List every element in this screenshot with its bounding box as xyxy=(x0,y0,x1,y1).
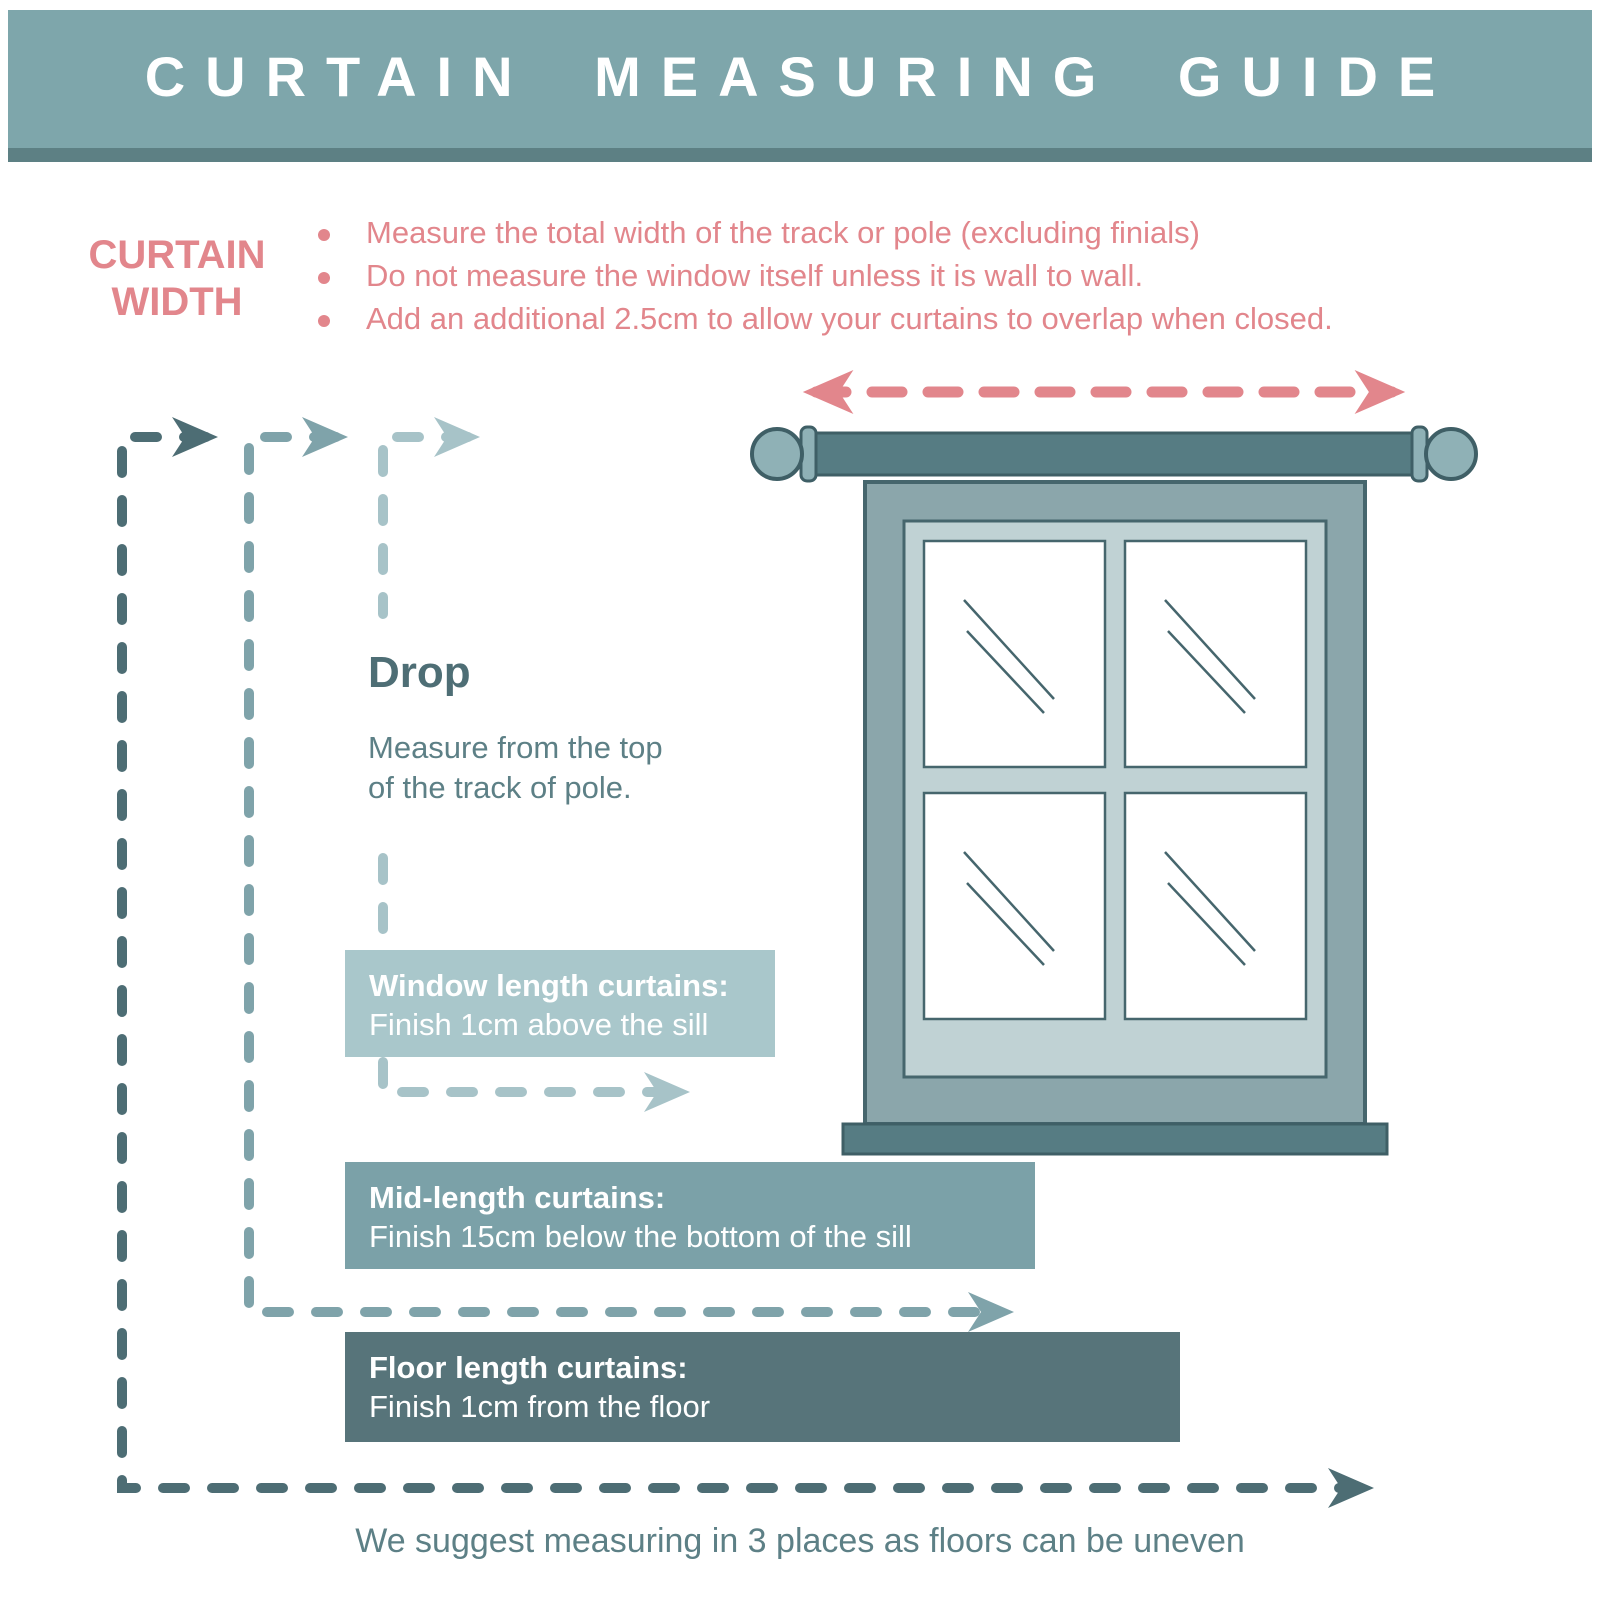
page-title: CURTAIN MEASURING GUIDE xyxy=(144,45,1456,108)
window-length-title: Window length curtains: xyxy=(369,968,729,1003)
floor-length-subtitle: Finish 1cm from the floor xyxy=(369,1389,711,1424)
drop-body-line1: Measure from the top xyxy=(368,730,663,765)
bullet-text: Add an additional 2.5cm to allow your curtains to overlap when closed. xyxy=(366,301,1333,336)
curtain-width-heading-line1: CURTAIN xyxy=(88,233,266,277)
window-sill xyxy=(843,1124,1387,1154)
drop-body-line2: of the track of pole. xyxy=(368,770,632,805)
curtain-width-heading-line2: WIDTH xyxy=(111,280,243,324)
footer-note: We suggest measuring in 3 places as floors can be uneven xyxy=(355,1522,1245,1560)
floor-length-title: Floor length curtains: xyxy=(369,1350,688,1385)
drop-heading: Drop xyxy=(368,648,471,697)
drop-body xyxy=(368,728,748,808)
mid-length-subtitle: Finish 15cm below the bottom of the sill xyxy=(369,1219,912,1254)
window-length-subtitle: Finish 1cm above the sill xyxy=(369,1007,709,1042)
bullet-text: Do not measure the window itself unless it is wall to wall. xyxy=(366,258,1144,293)
bullet-text: Measure the total width of the track or pole (excluding finials) xyxy=(366,215,1200,250)
mid-length-title: Mid-length curtains: xyxy=(369,1180,666,1215)
floor-length-label-box xyxy=(345,1332,1180,1442)
window-length-label-box xyxy=(345,950,775,1057)
mid-length-label-box xyxy=(345,1162,1035,1269)
